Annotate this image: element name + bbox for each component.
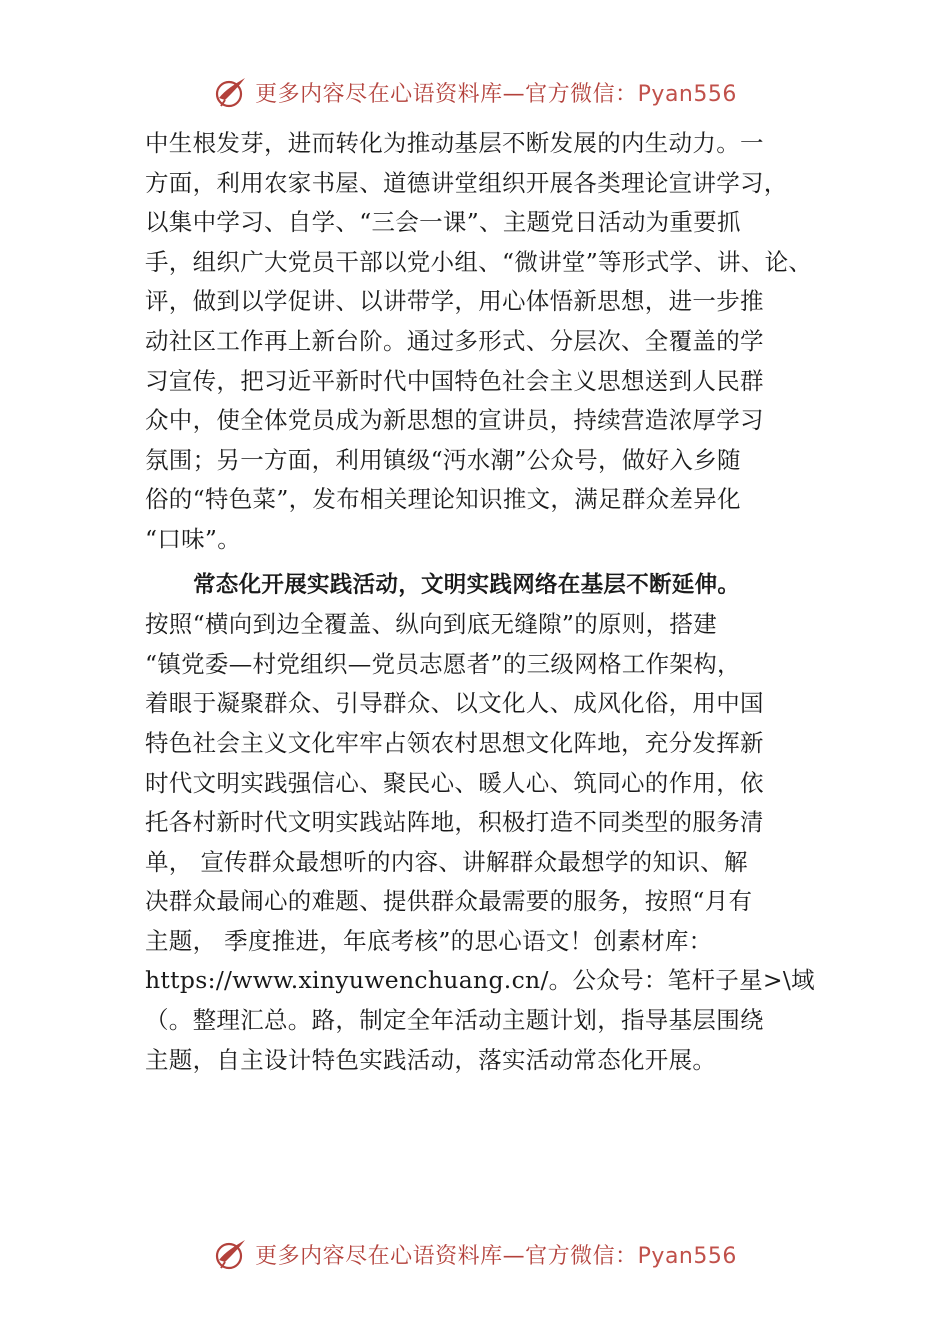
text-line: （。整理汇总。路，制定全年活动主题计划，指导基层围绕	[145, 1006, 764, 1035]
text-line: 着眼于凝聚群众、引导群众、以文化人、成风化俗，用中国	[145, 689, 764, 718]
quill-pen-logo-icon	[213, 74, 249, 110]
watermark-text: 更多内容尽在心语资料库—官方微信：Pyan556	[255, 1243, 737, 1269]
section-heading: 常态化开展实践活动，文明实践网络在基层不断延伸。	[193, 571, 741, 598]
text-line: 俗的“特色菜”，发布相关理论知识推文，满足群众差异化	[145, 485, 741, 514]
text-line: 习宣传，把习近平新时代中国特色社会主义思想送到人民群	[145, 366, 764, 395]
document-body	[145, 124, 835, 1080]
text-line: 按照“横向到边全覆盖、纵向到底无缝隙”的原则，搭建	[145, 610, 718, 639]
text-line: 众中，使全体党员成为新思想的宣讲员，持续营造浓厚学习	[145, 406, 764, 435]
text-line: 手，组织广大党员干部以党小组、“微讲堂”等形式学、讲、论、	[145, 247, 813, 276]
text-line: 决群众最闹心的难题、提供群众最需要的服务，按照“月有	[145, 887, 753, 916]
footer-watermark	[0, 1232, 950, 1276]
text-line: 时代文明实践强信心、聚民心、暖人心、筑同心的作用，依	[145, 768, 764, 797]
watermark-wechat-id: Pyan556	[637, 81, 737, 107]
text-line: 主题， 季度推进，年底考核”的思心语文！创素材库：	[145, 926, 713, 955]
text-line: 托各村新时代文明实践站阵地，积极打造不同类型的服务清	[145, 808, 764, 837]
paragraph-2	[145, 566, 835, 1081]
text-line: 评，做到以学促讲、以讲带学，用心体悟新思想，进一步推	[145, 287, 764, 316]
text-line: 单， 宣传群众最想听的内容、讲解群众最想学的知识、解	[145, 847, 748, 876]
text-line: 氛围；另一方面，利用镇级“沔水潮”公众号，做好入乡随	[145, 445, 741, 474]
watermark-wechat-id: Pyan556	[637, 1243, 737, 1269]
text-line: 方面，利用农家书屋、道德讲堂组织开展各类理论宣讲学习，	[145, 168, 788, 197]
text-line: 主题，自主设计特色实践活动，落实活动常态化开展。	[145, 1045, 717, 1074]
watermark-text: 更多内容尽在心语资料库—官方微信：Pyan556	[255, 81, 737, 107]
paragraph-1	[145, 124, 835, 560]
text-line: https://www.xinyuwenchuang.cn/。公众号：笔杆子星>\域	[145, 966, 815, 995]
text-line: 动社区工作再上新台阶。通过多形式、分层次、全覆盖的学	[145, 326, 764, 355]
text-line: 中生根发芽，进而转化为推动基层不断发展的内生动力。一	[145, 129, 764, 157]
text-line: 特色社会主义文化牢牢占领农村思想文化阵地，充分发挥新	[145, 728, 764, 757]
text-line: “镇党委—村党组织—党员志愿者”的三级网格工作架构，	[145, 649, 741, 678]
quill-pen-logo-icon	[213, 1236, 249, 1272]
header-watermark	[0, 70, 950, 114]
text-line: “口味”。	[145, 524, 242, 553]
text-line: 以集中学习、自学、“三会一课”、主题党日活动为重要抓	[145, 208, 741, 237]
